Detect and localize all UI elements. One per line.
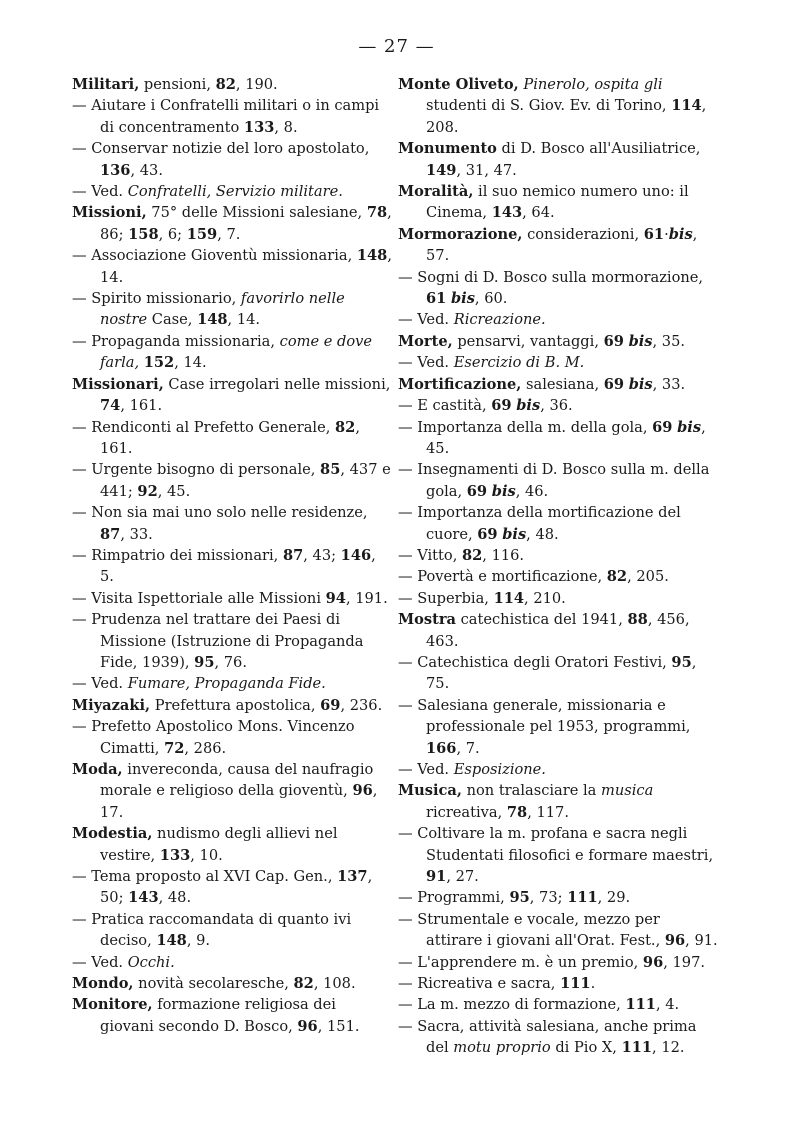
- entry-text: , 14.: [100, 247, 392, 286]
- index-entry: [398, 224, 718, 267]
- entry-text: Fumare, Propaganda Fide.: [127, 675, 326, 693]
- entry-text: 61: [426, 290, 447, 308]
- entry-text: 87: [282, 546, 304, 564]
- entry-text: , 43;: [303, 546, 341, 564]
- index-column-left: [72, 74, 392, 1037]
- entry-text: — Tema proposto al XVI Cap. Gen.,: [72, 868, 338, 886]
- index-entry: [72, 994, 392, 1037]
- entry-text: Mostra: [398, 611, 456, 629]
- entry-text: 111: [567, 889, 598, 907]
- entry-text: Prefettura apostolica,: [150, 696, 321, 714]
- entry-text: , 191.: [345, 589, 388, 607]
- entry-text: 74: [100, 397, 121, 415]
- entry-text: pensarvi, vantaggi,: [452, 332, 604, 350]
- entry-text: bis: [516, 397, 541, 415]
- entry-text: Moda,: [72, 761, 123, 778]
- index-subentry: [398, 566, 718, 587]
- index-subentry: [398, 952, 718, 973]
- entry-text: 96: [352, 782, 373, 800]
- index-entry: [398, 331, 718, 352]
- entry-text: — Aiutare i Confratelli militari o in campi di concentramento: [72, 97, 380, 136]
- entry-text: , 33.: [120, 525, 153, 543]
- index-entry: [72, 973, 392, 994]
- entry-text: 69: [652, 418, 673, 436]
- entry-text: — Catechistica degli Oratori Festivi,: [398, 653, 672, 671]
- entry-text: salesiana,: [521, 375, 604, 393]
- entry-text: bis: [502, 525, 527, 543]
- entry-text: , 14.: [227, 311, 261, 329]
- index-subentry: [398, 267, 718, 310]
- entry-text: , 5.: [100, 546, 376, 586]
- index-subentry: [72, 417, 392, 460]
- entry-text: 69: [320, 696, 341, 714]
- index-subentry: [398, 459, 718, 502]
- index-entry: [398, 374, 718, 395]
- entry-text: — Ved.: [72, 953, 128, 971]
- entry-text: non tralasciare la: [461, 782, 602, 800]
- index-entry: [72, 695, 392, 716]
- entry-text: , 161.: [100, 418, 360, 457]
- entry-text: , 236.: [340, 696, 383, 714]
- entry-text: 85: [320, 461, 341, 479]
- entry-text: 136: [100, 161, 131, 179]
- entry-text: catechistica del 1941,: [456, 611, 628, 629]
- entry-text: Missioni,: [72, 204, 147, 222]
- entry-text: 78: [366, 204, 388, 222]
- index-subentry: [398, 352, 718, 373]
- entry-text: , 116.: [482, 546, 525, 564]
- entry-text: , 108.: [313, 975, 356, 993]
- entry-text: — Visita Ispettoriale alle Missioni: [72, 589, 326, 607]
- entry-text: di Pio X,: [550, 1039, 622, 1057]
- entry-text: 95: [671, 653, 692, 671]
- page-number: — 27 —: [358, 36, 435, 57]
- entry-text: — Conservar notizie del loro apostolato,: [72, 140, 370, 158]
- index-entry: [72, 202, 392, 245]
- entry-text: considerazioni,: [522, 225, 644, 243]
- entry-text: — Spirito missionario,: [72, 290, 241, 308]
- index-subentry: [72, 609, 392, 673]
- entry-text: , 151.: [317, 1017, 360, 1035]
- index-subentry: [72, 588, 392, 609]
- entry-text: — Ved.: [398, 761, 454, 778]
- entry-text: — Ricreativa e sacra,: [398, 975, 561, 993]
- index-subentry: [398, 309, 718, 330]
- entry-text: 96: [642, 953, 664, 971]
- entry-text: , 64.: [522, 204, 555, 222]
- entry-text: bis: [668, 225, 693, 243]
- entry-text: — La m. mezzo di formazione,: [398, 996, 626, 1014]
- entry-text: 111: [621, 1039, 653, 1057]
- entry-text: Monitore,: [72, 996, 153, 1014]
- entry-text: , 31, 47.: [456, 161, 517, 179]
- entry-text: 111: [625, 996, 656, 1014]
- index-subentry: [72, 288, 392, 331]
- index-subentry: [398, 652, 718, 695]
- index-entry: [398, 780, 718, 823]
- index-entry: [72, 759, 392, 823]
- entry-text: — Associazione Gioventù missionaria,: [72, 247, 357, 265]
- index-entry: [398, 138, 718, 181]
- entry-text: 133: [243, 118, 275, 136]
- entry-text: 133: [159, 846, 191, 864]
- index-subentry: [398, 395, 718, 416]
- entry-text: bis: [677, 418, 702, 436]
- entry-text: — Ved.: [72, 183, 128, 201]
- entry-text: 143: [128, 889, 159, 907]
- entry-text: — Ved.: [398, 311, 454, 329]
- index-subentry: [72, 952, 392, 973]
- index-entry: [72, 74, 392, 95]
- entry-text: — Vitto,: [398, 546, 462, 564]
- entry-text: 96: [297, 1017, 318, 1035]
- entry-text: , 8.: [274, 118, 298, 136]
- entry-text: , 48.: [526, 525, 559, 543]
- entry-text: Miyazaki,: [72, 696, 151, 714]
- entry-text: 92: [137, 482, 158, 500]
- entry-text: 96: [664, 932, 686, 950]
- entry-text: Esercizio di B. M.: [453, 354, 585, 372]
- entry-text: , 76.: [214, 653, 247, 671]
- entry-text: bis: [450, 290, 475, 308]
- entry-text: 114: [493, 589, 525, 607]
- entry-text: Moralità,: [398, 183, 474, 201]
- entry-text: nudismo degli allievi nel vestire,: [100, 825, 338, 864]
- index-entry: [398, 74, 718, 138]
- entry-text: , 437 e 441;: [100, 461, 391, 500]
- entry-text: di D. Bosco all'Ausiliatrice,: [496, 140, 701, 158]
- entry-text: — Povertà e mortificazione,: [398, 568, 607, 586]
- entry-text: Case,: [147, 311, 198, 329]
- index-column-right: [398, 74, 718, 1059]
- entry-text: Mormorazione,: [398, 225, 523, 243]
- entry-text: bis: [628, 332, 653, 350]
- entry-text: 69: [491, 397, 512, 415]
- index-subentry: [72, 181, 392, 202]
- entry-text: — Programmi,: [398, 889, 510, 907]
- entry-text: 166: [426, 739, 457, 757]
- entry-text: , 17.: [100, 782, 378, 821]
- entry-text: , 27.: [446, 868, 479, 886]
- entry-text: , 190.: [235, 76, 278, 93]
- index-subentry: [398, 545, 718, 566]
- entry-text: formazione religiosa dei giovani secondo D. Bosco,: [100, 996, 336, 1035]
- entry-text: , 86;: [100, 204, 392, 243]
- entry-text: Confratelli, Servizio militare.: [127, 183, 343, 201]
- entry-text: Monte Oliveto,: [398, 76, 519, 93]
- entry-text: — E castità,: [398, 397, 492, 415]
- entry-text: , 12.: [652, 1039, 685, 1057]
- entry-text: 143: [491, 204, 523, 222]
- entry-text: studenti di S. Giov. Ev. di Torino,: [426, 97, 672, 115]
- entry-text: 82: [335, 418, 356, 436]
- entry-text: bis: [628, 375, 653, 393]
- index-subentry: [72, 95, 392, 138]
- entry-text: 91: [426, 868, 447, 886]
- entry-text: Militari,: [72, 76, 140, 93]
- entry-text: — Pratica raccomandata di quanto ivi deciso,: [72, 910, 352, 950]
- entry-text: motu proprio: [453, 1039, 551, 1057]
- entry-text: Ricreazione.: [453, 311, 546, 329]
- entry-text: — Superbia,: [398, 589, 494, 607]
- index-subentry: [398, 909, 718, 952]
- index-subentry: [72, 331, 392, 374]
- entry-text: favorirlo nelle nostre: [100, 290, 345, 329]
- entry-text: il suo nemico numero uno: il Cinema,: [426, 183, 689, 222]
- entry-text: , 75.: [426, 653, 697, 693]
- entry-text: — Prudenza nel trattare dei Paesi di Missione (Istruzione di Propaganda Fide, 1939),: [72, 611, 364, 671]
- entry-text: , 286.: [184, 739, 227, 757]
- entry-text: , 10.: [190, 846, 223, 864]
- index-subentry: [398, 695, 718, 759]
- entry-text: 82: [293, 975, 314, 993]
- entry-text: Mortificazione,: [398, 375, 522, 393]
- entry-text: 148: [356, 247, 388, 265]
- entry-text: — Salesiana generale, missionaria e professionale pel 1953, programmi,: [398, 696, 691, 736]
- entry-text: 114: [671, 97, 702, 115]
- entry-text: — Sacra, attività salesiana, anche prima del: [398, 1017, 697, 1057]
- entry-text: bis: [491, 482, 516, 500]
- entry-text: Mondo,: [72, 975, 134, 993]
- entry-text: Pinerolo, ospita gli: [523, 76, 663, 93]
- index-subentry: [398, 823, 718, 887]
- entry-text: — Importanza della m. della gola,: [398, 418, 653, 436]
- entry-text: 152: [143, 354, 175, 372]
- index-subentry: [398, 759, 718, 780]
- index-subentry: [398, 502, 718, 545]
- entry-text: Esposizione.: [453, 761, 546, 778]
- entry-text: .: [590, 975, 596, 993]
- entry-text: 137: [337, 868, 368, 886]
- index-subentry: [398, 588, 718, 609]
- index-subentry: [72, 866, 392, 909]
- entry-text: Missionari,: [72, 375, 164, 393]
- entry-text: 87: [100, 525, 121, 543]
- entry-text: , 117.: [527, 803, 569, 821]
- entry-text: 159: [186, 225, 218, 243]
- entry-text: — Ved.: [72, 675, 128, 693]
- entry-text: — Importanza della mortificazione del cuore,: [398, 504, 681, 543]
- entry-text: , 46.: [515, 482, 549, 500]
- entry-text: — Prefetto Apostolico Mons. Vincenzo Cimatti,: [72, 718, 355, 757]
- entry-text: — Sogni di D. Bosco sulla mormorazione,: [398, 268, 704, 286]
- entry-text: 95: [509, 889, 530, 907]
- entry-text: , 36.: [540, 397, 573, 415]
- entry-text: , 161.: [120, 397, 163, 415]
- entry-text: 82: [215, 76, 236, 93]
- entry-text: — Insegnamenti di D. Bosco sulla m. della gola,: [398, 461, 710, 500]
- entry-text: — Urgente bisogno di personale,: [72, 461, 321, 479]
- entry-text: , 210.: [524, 589, 566, 607]
- index-subentry: [398, 1016, 718, 1059]
- entry-text: , 7.: [456, 739, 480, 757]
- entry-text: 72: [164, 739, 185, 757]
- entry-text: , 48.: [158, 889, 192, 907]
- entry-text: 88: [627, 611, 648, 629]
- entry-text: , 197.: [663, 953, 706, 971]
- entry-text: , 29.: [597, 889, 631, 907]
- entry-text: — Non sia mai uno solo nelle residenze,: [72, 504, 368, 522]
- entry-text: 69: [603, 375, 625, 393]
- entry-text: ricreativa,: [426, 803, 507, 821]
- entry-text: — Strumentale e vocale, mezzo per attirare i giovani all'Orat. Fest.,: [398, 910, 665, 950]
- entry-text: , 205.: [627, 568, 669, 586]
- entry-text: 75° delle Missioni salesiane,: [146, 204, 367, 222]
- entry-text: 94: [325, 589, 346, 607]
- entry-text: , 33.: [652, 375, 686, 393]
- entry-text: , 57.: [426, 225, 698, 265]
- entry-text: Musica,: [398, 782, 462, 800]
- entry-text: novità secolaresche,: [133, 975, 294, 993]
- entry-text: Morte,: [398, 332, 453, 350]
- index-subentry: [72, 502, 392, 545]
- index-subentry: [72, 673, 392, 694]
- entry-text: — Ved.: [398, 354, 454, 372]
- entry-text: — Rendiconti al Prefetto Generale,: [72, 418, 336, 436]
- index-entry: [398, 181, 718, 224]
- index-entry: [72, 374, 392, 417]
- entry-text: invereconda, causa del naufragio morale e religioso della gioventù,: [100, 761, 374, 800]
- entry-text: , 7.: [217, 225, 241, 243]
- index-subentry: [72, 909, 392, 952]
- entry-text: musica: [601, 782, 654, 800]
- entry-text: , 45.: [157, 482, 191, 500]
- entry-text: — L'apprendere m. è un premio,: [398, 953, 643, 971]
- entry-text: come e dove farla,: [100, 332, 372, 372]
- index-subentry: [398, 994, 718, 1015]
- entry-text: , 43.: [130, 161, 163, 179]
- entry-text: 111: [560, 975, 591, 993]
- index-subentry: [72, 245, 392, 288]
- index-subentry: [72, 459, 392, 502]
- entry-text: 69: [603, 332, 624, 350]
- entry-text: 149: [426, 161, 457, 179]
- entry-text: 69: [477, 525, 498, 543]
- entry-text: 146: [340, 546, 372, 564]
- entry-text: , 14.: [174, 354, 207, 372]
- entry-text: , 73;: [529, 889, 568, 907]
- entry-text: , 60.: [474, 290, 508, 308]
- entry-text: Modestia,: [72, 825, 153, 843]
- index-subentry: [72, 138, 392, 181]
- entry-text: 148: [197, 311, 228, 329]
- entry-text: ·: [664, 225, 669, 243]
- entry-text: — Propaganda missionaria,: [72, 332, 280, 350]
- entry-text: 82: [461, 546, 483, 564]
- entry-text: , 45.: [426, 418, 706, 457]
- entry-text: , 50;: [100, 868, 373, 907]
- entry-text: Case irregolari nelle missioni,: [163, 375, 391, 393]
- entry-text: 78: [506, 803, 528, 821]
- index-subentry: [72, 716, 392, 759]
- entry-text: , 6;: [158, 225, 187, 243]
- entry-text: , 4.: [655, 996, 680, 1014]
- index-entry: [398, 609, 718, 652]
- index-subentry: [398, 887, 718, 908]
- entry-text: , 35.: [652, 332, 686, 350]
- entry-text: 95: [194, 653, 215, 671]
- entry-text: 148: [156, 932, 187, 950]
- index-subentry: [72, 545, 392, 588]
- entry-text: 69: [466, 482, 488, 500]
- entry-text: , 91.: [685, 932, 718, 950]
- entry-text: 158: [128, 225, 159, 243]
- entry-text: — Rimpatrio dei missionari,: [72, 546, 283, 564]
- entry-text: Occhi.: [127, 953, 175, 971]
- entry-text: , 9.: [186, 932, 211, 950]
- index-subentry: [398, 973, 718, 994]
- entry-text: , 456, 463.: [426, 611, 690, 650]
- entry-text: 82: [606, 568, 628, 586]
- entry-text: , 208.: [426, 97, 707, 136]
- index-entry: [72, 823, 392, 866]
- entry-text: — Coltivare la m. profana e sacra negli Studentati filosofici e formare maestri,: [398, 825, 714, 864]
- entry-text: 61: [643, 225, 665, 243]
- entry-text: pensioni,: [139, 76, 216, 93]
- entry-text: Monumento: [398, 140, 497, 158]
- index-subentry: [398, 417, 718, 460]
